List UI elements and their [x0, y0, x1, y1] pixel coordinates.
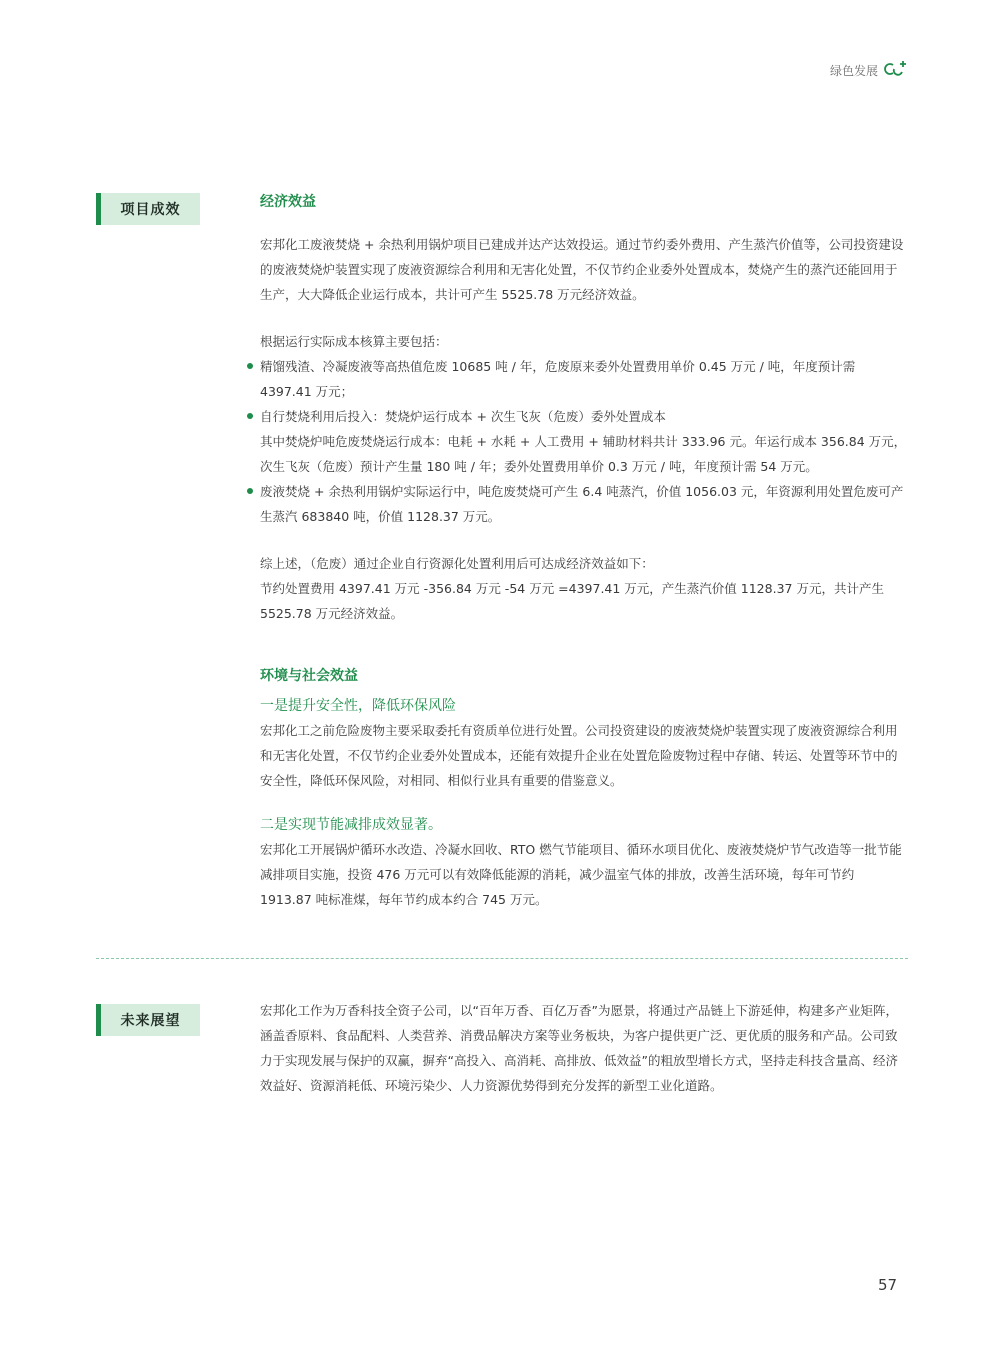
summary-intro: 综上述，（危废）通过企业自行资源化处置利用后可达成经济效益如下： [260, 556, 654, 571]
bullet-icon [247, 363, 253, 369]
bullet-extra: 其中焚烧炉吨危废焚烧运行成本：电耗 + 水耗 + 人工费用 + 辅助材料共计 333.96 元。年运行成本 356.84 万元，次生飞灰（危废）预计产生量 180 吨 / 年；委外处置费用单价 0.3 万元 / 吨，年度预计需 54 万元。 [260, 434, 907, 474]
environment-sub2-title: 二是实现节能减排成效显著。 [260, 817, 442, 833]
green-development-logo-icon [884, 60, 908, 81]
section-tag-future: 未来展望 [96, 1004, 200, 1036]
page-header [830, 60, 908, 81]
cost-intro: 根据运行实际成本核算主要包括： [260, 334, 448, 349]
economic-para: 宏邦化工废液焚烧 + 余热利用锅炉项目已建成并达产达效投运。通过节约委外费用、产生蒸汽价值等，公司投资建设的废液焚烧炉装置实现了废液资源综合利用和无害化处置，不仅节约企业委外处置成本，焚烧产生的蒸汽还能回用于生产，大大降低企业运行成本，共计可产生 5525.78 万元经济效益。 [260, 237, 904, 302]
bullet-text: 精馏残渣、冷凝废液等高热值危废 10685 吨 / 年，危废原来委外处置费用单价 0.45 万元 / 吨，年度预计需 4397.41 万元； [260, 359, 856, 399]
list-item [260, 479, 908, 529]
economic-title: 经济效益 [260, 194, 316, 210]
environment-sub1-text: 宏邦化工之前危险废物主要采取委托有资质单位进行处置。公司投资建设的废液焚烧炉装置实现了废液资源综合利用和无害化处置，不仅节约企业委外处置成本，还能有效提升企业在处置危险废物过程中存储、转运、处置等环节中的安全性，降低环保风险，对相同、相似行业具有重要的借鉴意义。 [260, 723, 898, 788]
section-tag-results: 项目成效 [96, 193, 200, 225]
section-divider [96, 958, 908, 959]
bullet-text: 自行焚烧利用后投入：焚烧炉运行成本 + 次生飞灰（危废）委外处置成本 [260, 409, 666, 424]
bullet-icon [247, 488, 253, 494]
economic-section [260, 192, 908, 626]
bullet-text: 废液焚烧 + 余热利用锅炉实际运行中，吨危废焚烧可产生 6.4 吨蒸汽，价值 1056.03 元，年资源利用处置危废可产生蒸汽 683840 吨，价值 1128.37 万元。 [260, 484, 904, 524]
bullet-icon [247, 413, 253, 419]
environment-title: 环境与社会效益 [260, 668, 358, 684]
future-section [260, 998, 908, 1098]
summary-text: 节约处置费用 4397.41 万元 -356.84 万元 -54 万元 =4397.41 万元，产生蒸汽价值 1128.37 万元，共计产生 5525.78 万元经济效益。 [260, 581, 884, 621]
list-item [260, 354, 908, 404]
environment-sub1-title: 一是提升安全性，降低环保风险 [260, 698, 456, 714]
environment-section [260, 666, 908, 912]
header-label: 绿色发展 [829, 64, 878, 78]
future-text: 宏邦化工作为万香科技全资子公司，以“百年万香、百亿万香”为愿景，将通过产品链上下游延伸，构建多产业矩阵，涵盖香原料、食品配料、人类营养、消费品解决方案等业务板块，为客户提供更广泛、更优质的服务和产品。公司致力于实现发展与保护的双赢，摒弃“高投入、高消耗、高排放、低效益”的粗放型增长方式，坚持走科技含量高、经济效益好、资源消耗低、环境污染少、人力资源优势得到充分发挥的新型工业化道路。 [260, 1003, 898, 1093]
page-number: 57 [878, 1276, 898, 1294]
environment-sub2-text: 宏邦化工开展锅炉循环水改造、冷凝水回收、RTO 燃气节能项目、循环水项目优化、废液焚烧炉节气改造等一批节能减排项目实施，投资 476 万元可以有效降低能源的消耗，减少温室气体的排放，改善生活环境，每年可节约 1913.87 吨标准煤，每年节约成本约合 745 万元。 [260, 842, 902, 907]
list-item [260, 404, 908, 479]
